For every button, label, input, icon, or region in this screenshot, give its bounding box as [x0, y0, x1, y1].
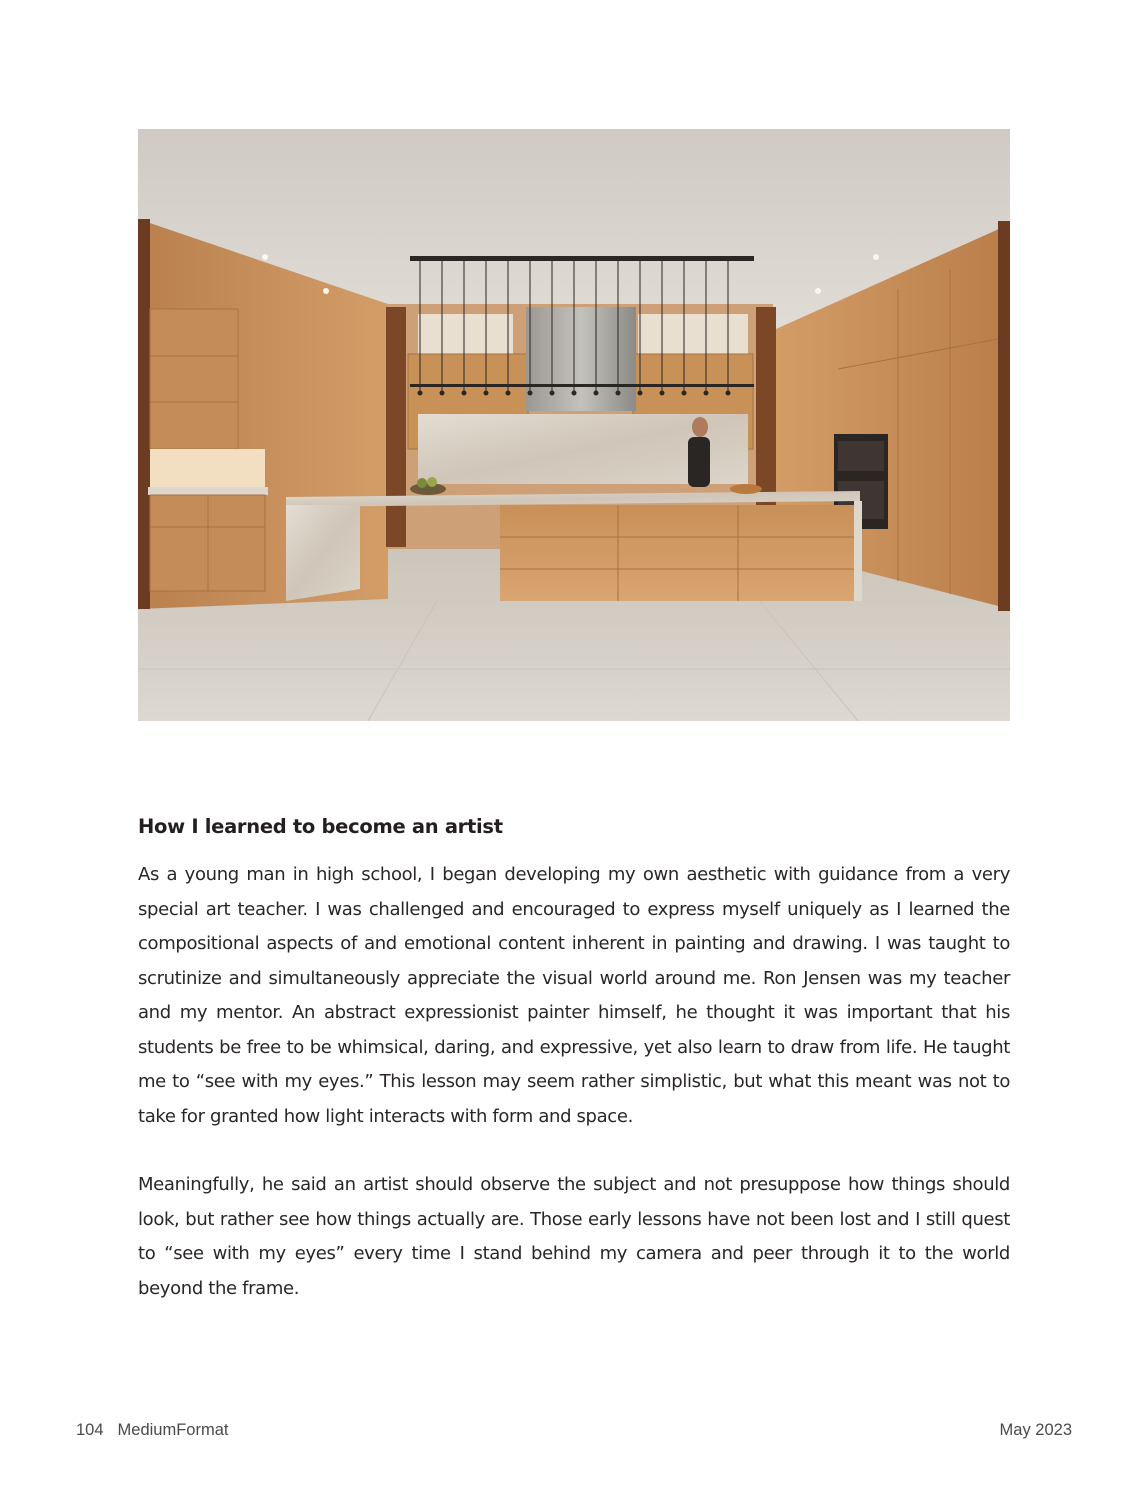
article-paragraph-1: As a young man in high school, I began developing my own aesthetic with guidance from a very special art teacher. I was challenged and encouraged to express myself uniquely as I learned the compositional aspects of and emotional content inherent in painting and drawing. I was taught to scrutinize and simultaneously appreciate the visual world around me. Ron Jensen was my teacher and my mentor. An abstract expressionist painter himself, he thought it was important that his students be free to be whimsical, daring, and expressive, yet also learn to draw from life. He taught me to “see with my eyes.” This lesson may seem rather simplistic, but what this meant was not to take for granted how light interacts with form and space.: [138, 864, 1010, 1127]
footer-left: [76, 1421, 228, 1440]
page-number: 104: [76, 1421, 104, 1439]
kitchen-photo: [138, 129, 1010, 721]
article: [138, 810, 1010, 1306]
article-heading: How I learned to become an artist: [138, 815, 503, 838]
article-paragraph-2: Meaningfully, he said an artist should observe the subject and not presuppose how things should look, but rather see how things actually are. Those early lessons have not been lost and I still quest to “see with my eyes” every time I stand behind my camera and peer through it to the world beyond the frame.: [138, 1174, 1010, 1299]
kitchen-illustration: [138, 129, 1010, 721]
issue-date: May 2023: [999, 1421, 1072, 1439]
publication-name: MediumFormat: [117, 1421, 229, 1439]
